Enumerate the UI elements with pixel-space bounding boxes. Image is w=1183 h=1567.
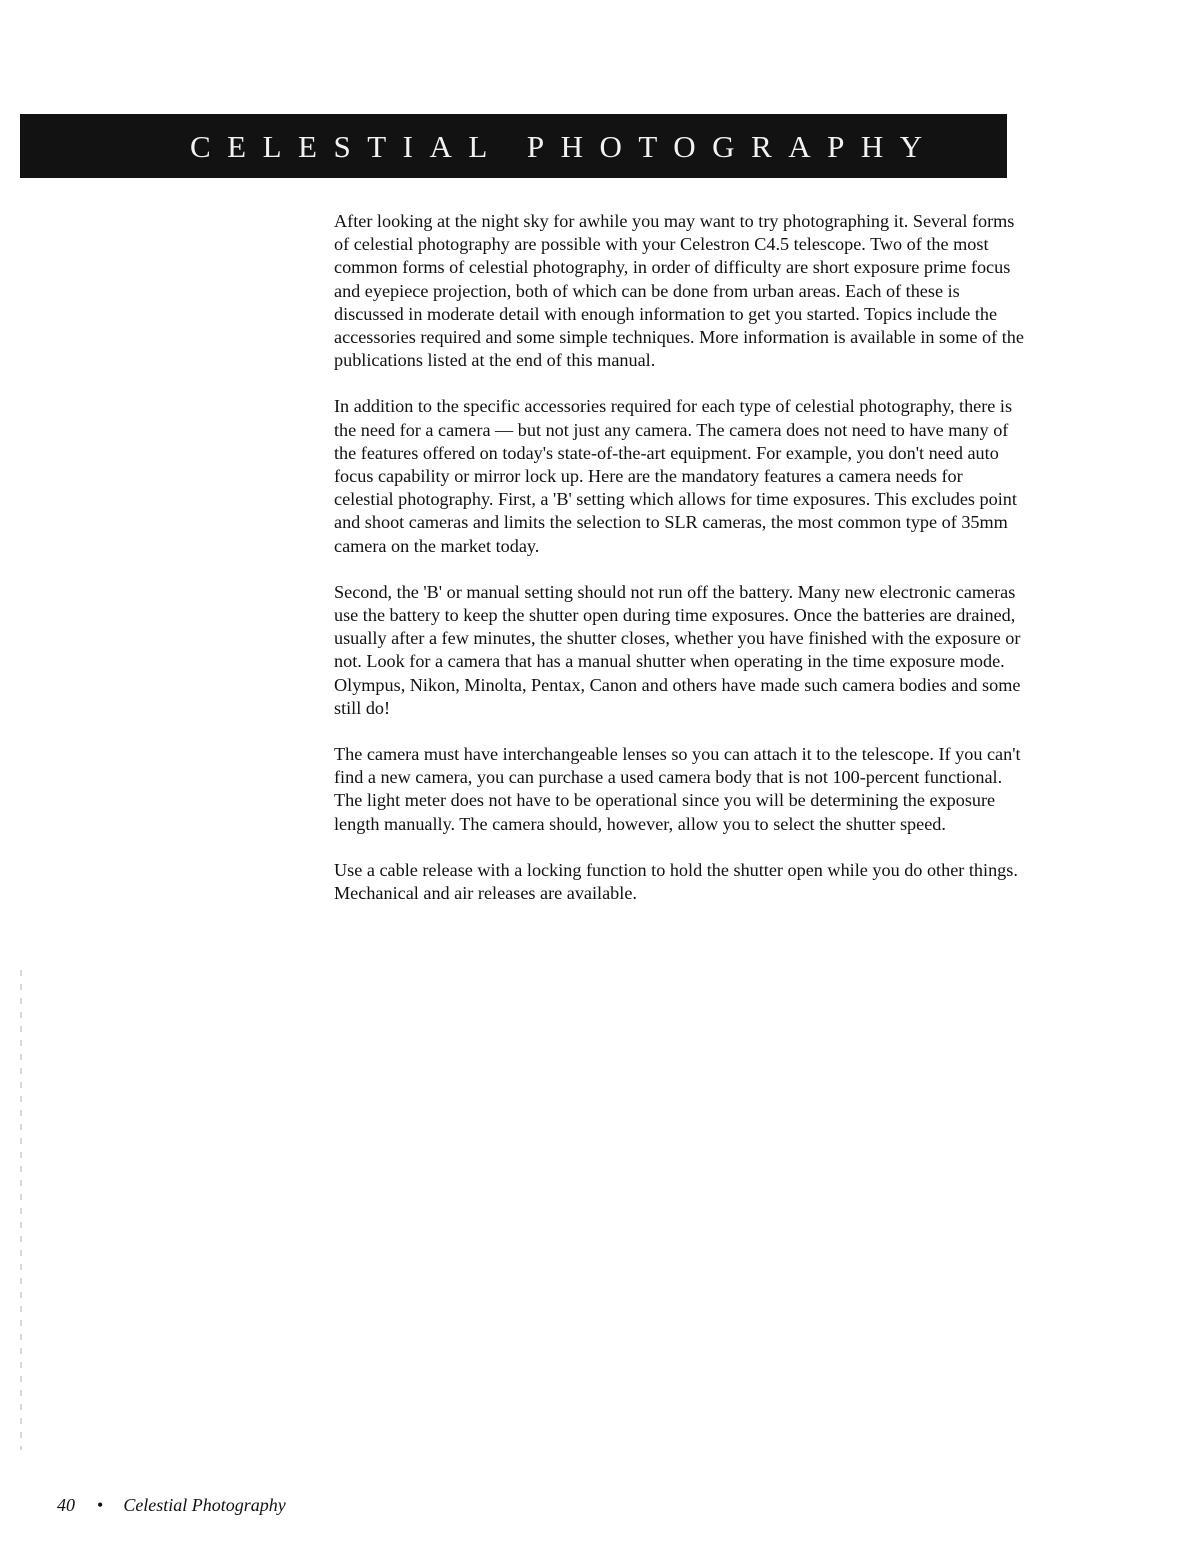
chapter-title: CELESTIAL PHOTOGRAPHY xyxy=(190,128,939,164)
chapter-title-bar xyxy=(20,114,1007,178)
paragraph: The camera must have interchangeable lenses so you can attach it to the telescope. If you can't find a new camera, you can purchase a used camera body that is not 100-percent functional. The light meter does not have to be operational since you will be determining the exposure length manually. The camera should, however, allow you to select the shutter speed. xyxy=(334,744,1021,834)
scan-margin-marks xyxy=(20,970,22,1450)
page-number: 40 xyxy=(57,1495,75,1515)
body-text xyxy=(334,210,1024,928)
page-footer xyxy=(57,1495,286,1516)
paragraph: Second, the 'B' or manual setting should not run off the battery. Many new electronic cameras use the battery to keep the shutter open during time exposures. Once the batteries are drained, usually after a few minutes, the shutter closes, whether you have finished with the exposure or not. Look for a camera that has a manual shutter when operating in the time exposure mode. Olympus, Nikon, Minolta, Pentax, Canon and others have made such camera bodies and some still do! xyxy=(334,581,1021,718)
paragraph: After looking at the night sky for awhile you may want to try photographing it. Several forms of celestial photography are possible with your Celestron C4.5 telescope. Two of the most common forms of celestial photography, in order of difficulty are short exposure prime focus and eyepiece projection, both of which can be done from urban areas. Each of these is discussed in moderate detail with enough information to get you started. Topics include the accessories required and some simple techniques. More information is available in some of the publications listed at the end of this manual. xyxy=(334,211,1024,371)
paragraph: In addition to the specific accessories required for each type of celestial photography, there is the need for a camera — but not just any camera. The camera does not need to have many of the features offered on today's state-of-the-art equipment. For example, you don't need auto focus capability or mirror lock up. Here are the mandatory features a camera needs for celestial photography. First, a 'B' setting which allows for time exposures. This excludes point and shoot cameras and limits the selection to SLR cameras, the most common type of 35mm camera on the market today. xyxy=(334,396,1017,556)
footer-section-title: Celestial Photography xyxy=(123,1495,286,1515)
footer-separator: • xyxy=(97,1495,104,1515)
paragraph: Use a cable release with a locking function to hold the shutter open while you do other things. Mechanical and air releases are available. xyxy=(334,859,1018,904)
